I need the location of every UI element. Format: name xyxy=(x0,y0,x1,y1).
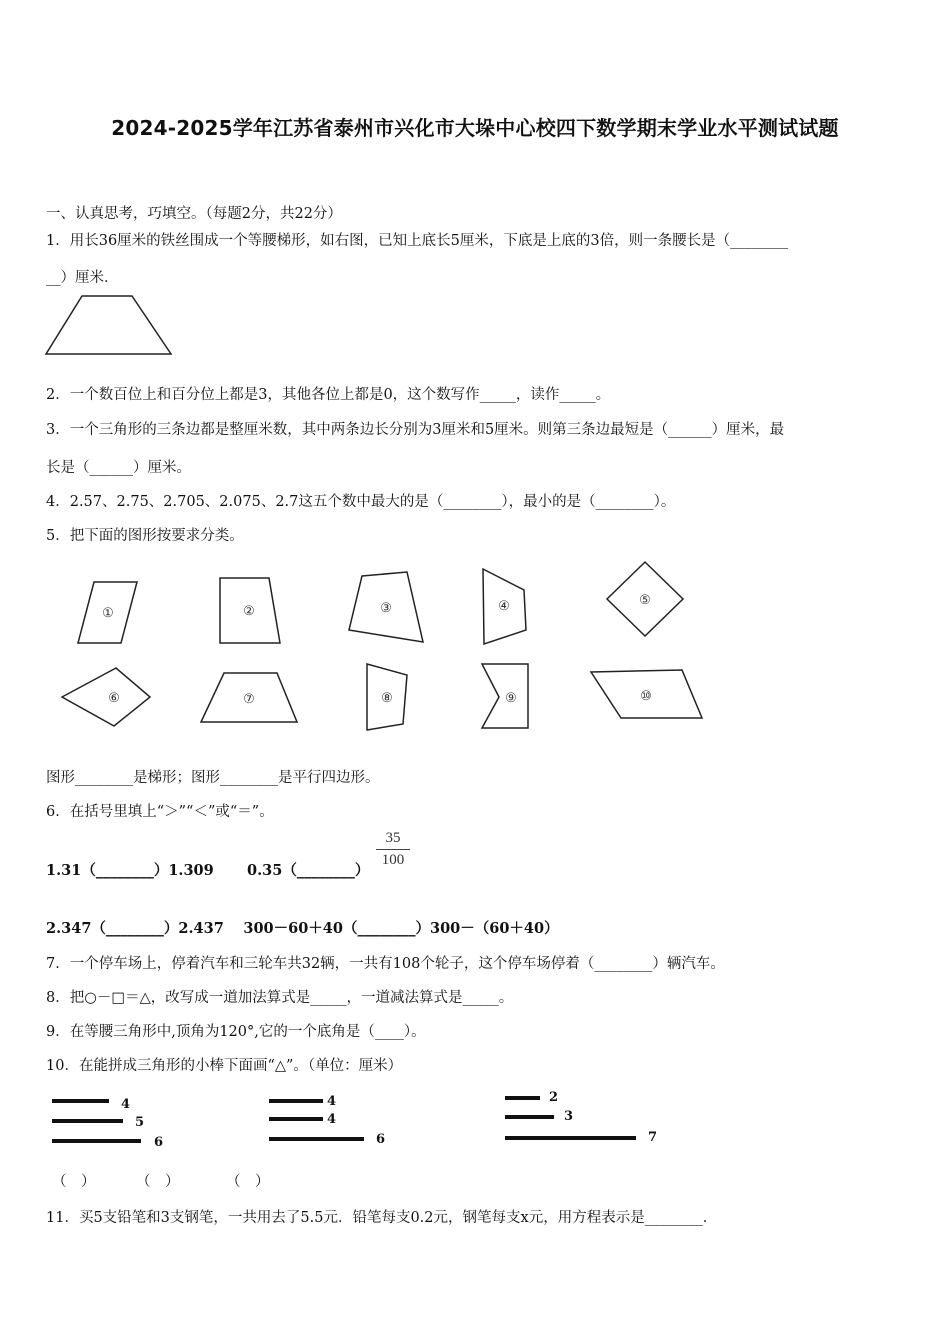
fraction-numerator: 35 xyxy=(376,830,410,850)
shape-label-10: ⑩ xyxy=(640,689,652,704)
trapezoid-figure xyxy=(46,296,171,354)
shape-label-4: ④ xyxy=(498,599,510,614)
question-1-cont: __）厘米． xyxy=(46,270,119,286)
question-11: 11．买5支铅笔和3支钢笔，一共用去了5.5元．铅笔每支0.2元，钢笔每支x元，用方程表示是________． xyxy=(46,1210,718,1226)
page-title: 2024-2025学年江苏省泰州市兴化市大垛中心校四下数学期末学业水平测试试题 xyxy=(111,116,839,140)
stick-label: 2 xyxy=(549,1090,559,1105)
question-6-row2: 2.347（________）2.437 300－60＋40（________）300－（60＋40） xyxy=(46,920,559,937)
shape-label-5: ⑤ xyxy=(639,593,651,608)
shape-6 xyxy=(62,668,150,726)
stick-label: 4 xyxy=(121,1097,131,1112)
section-heading: 一、认真思考，巧填空。（每题2分，共22分） xyxy=(46,206,342,222)
question-10: 10．在能拼成三角形的小棒下面画“△”。（单位：厘米） xyxy=(46,1058,403,1074)
stick-label: 3 xyxy=(564,1109,574,1124)
question-6-row1-a: 1.31（________）1.309 xyxy=(46,862,214,879)
stick-label: 5 xyxy=(135,1115,145,1130)
question-2: 2．一个数百位上和百分位上都是3，其他各位上都是0，这个数写作_____，读作_____。 xyxy=(46,387,611,403)
stick-label: 4 xyxy=(327,1112,337,1127)
question-5-answer: 图形________是梯形；图形________是平行四边形。 xyxy=(46,770,380,786)
answer-paren-1: （ ） xyxy=(52,1174,96,1190)
stick-label: 4 xyxy=(327,1094,337,1109)
stick-label: 6 xyxy=(376,1132,386,1147)
shape-label-8: ⑧ xyxy=(381,691,393,706)
question-6: 6．在括号里填上“＞”“＜”或“＝”。 xyxy=(46,804,274,820)
shape-label-3: ③ xyxy=(380,601,392,616)
shape-label-9: ⑨ xyxy=(505,691,517,706)
answer-paren-3: （ ） xyxy=(226,1174,270,1190)
question-1: 1．用长36厘米的铁丝围成一个等腰梯形，如右图，已知上底长5厘米，下底是上底的3倍，则一条腰长是（________ xyxy=(46,233,789,249)
fraction-denominator: 100 xyxy=(381,852,405,868)
answer-paren-2: （ ） xyxy=(136,1174,180,1190)
stick-label: 7 xyxy=(648,1130,658,1145)
question-5: 5．把下面的图形按要求分类。 xyxy=(46,528,244,544)
question-6-row1-b: 0.35（________） xyxy=(247,862,370,879)
question-3: 3．一个三角形的三条边都是整厘米数，其中两条边长分别为3厘米和5厘米。则第三条边最短是（______）厘米，最 xyxy=(46,422,785,438)
stick-label: 6 xyxy=(154,1135,164,1150)
question-3-cont: 长是（______）厘米。 xyxy=(46,460,191,476)
shape-label-6: ⑥ xyxy=(108,691,120,706)
shape-label-7: ⑦ xyxy=(243,692,255,707)
shape-label-2: ② xyxy=(243,604,255,619)
question-9: 9．在等腰三角形中,顶角为120°,它的一个底角是（____）。 xyxy=(46,1024,426,1040)
shape-label-1: ① xyxy=(102,606,114,621)
question-8: 8．把○－□＝△，改写成一道加法算式是_____，一道减法算式是_____。 xyxy=(46,990,514,1006)
question-7: 7．一个停车场上，停着汽车和三轮车共32辆，一共有108个轮子，这个停车场停着（________）辆汽车。 xyxy=(46,956,725,972)
question-4: 4．2.57、2.75、2.705、2.075、2.7这五个数中最大的是（________），最小的是（________）。 xyxy=(46,494,676,510)
